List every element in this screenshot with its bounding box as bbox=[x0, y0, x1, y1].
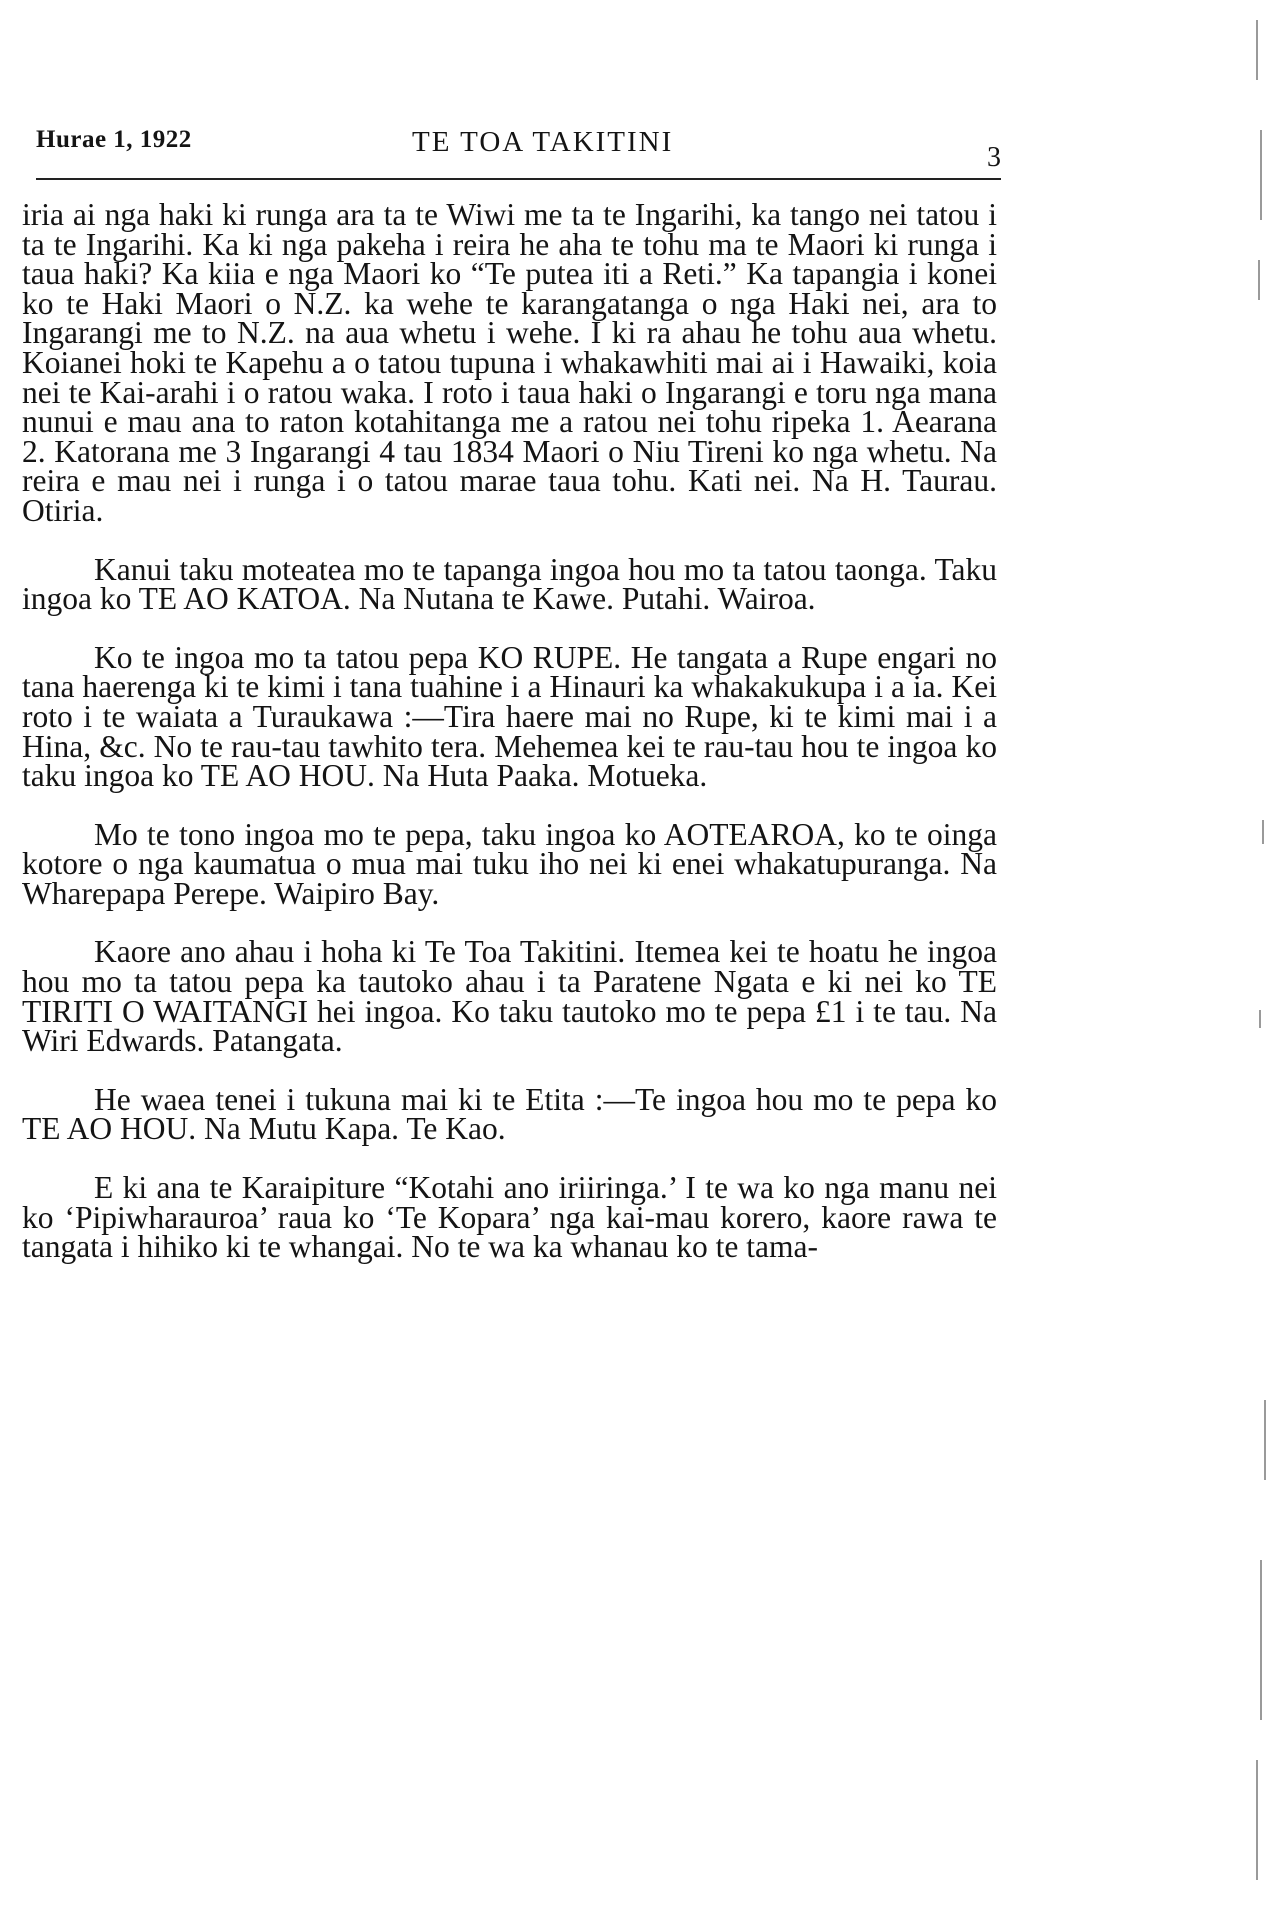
issue-date: Hurae 1, 1922 bbox=[36, 126, 192, 153]
running-header bbox=[36, 118, 1001, 178]
scan-edge-marks bbox=[1250, 0, 1280, 1905]
header-rule bbox=[36, 178, 1001, 180]
paragraph-continued: iria ai nga haki ki runga ara ta te Wiwi me ta te Ingarihi, ka tango nei tatou i ta te Ingarihi. Ka ki nga pakeha i reira he aha te tohu ma te Maori ki runga i taua haki? Ka kiia e nga Maori ko “Te putea iti a Reti.” Ka tapangia i konei ko te Haki Maori o N.Z. ka wehe te karangatanga o nga Haki nei, ara to Ingarangi me to N.Z. na aua whetu i wehe. I ki ra ahau he tohu aua whetu. Koianei hoki te Kapehu a o tatou tupuna i whakawhiti mai ai i Hawaiki, koia nei te Kai-arahi i o ratou waka. I roto i taua haki o Ingarangi e toru nga mana nunui e mau ana to raton kotahitanga me a ratou nei tohu ripeka 1. Aearana 2. Katorana me 3 Ingarangi 4 tau 1834 Maori o Niu Tireni ko nga whetu. Na reira e mau nei i runga i o tatou marae taua tohu. Kati nei. Na H. Taurau. Otiria. bbox=[22, 197, 997, 528]
paragraph: He waea tenei i tukuna mai ki te Etita :—Te ingoa hou mo te pepa ko TE AO HOU. Na Mutu Kapa. Te Kao. bbox=[22, 1081, 997, 1147]
page-number: 3 bbox=[987, 142, 1001, 173]
paragraph: Kaore ano ahau i hoha ki Te Toa Takitini. Itemea kei te hoatu he ingoa hou mo ta tatou pepa ka tautoko ahau i ta Paratene Ngata e ki nei ko TE TIRITI O WAITANGI hei ingoa. Ko taku tautoko mo te pepa £1 i te tau. Na Wiri Edwards. Patangata. bbox=[22, 934, 997, 1059]
paragraph: E ki ana te Karaipiture “Kotahi ano iriiringa.’ I te wa ko nga manu nei ko ‘Pipiwharauroa’ raua ko ‘Te Kopara’ nga kai-mau korero, kaore rawa te tangata i hihiko ki te whangai. No te wa ka whanau ko te tama- bbox=[22, 1170, 997, 1265]
paragraph: Kanui taku moteatea mo te tapanga ingoa hou mo ta tatou taonga. Taku ingoa ko TE AO KATOA. Na Nutana te Kawe. Putahi. Wairoa. bbox=[22, 551, 997, 617]
article-body bbox=[22, 197, 997, 1265]
paragraph: Ko te ingoa mo ta tatou pepa KO RUPE. He tangata a Rupe engari no tana haerenga ki te kimi i tana tuahine i a Hinauri ka whakakukupa i a ia. Kei roto i te waiata a Turaukawa :—Tira haere mai no Rupe, ki te kimi mai i a Hina, &c. No te rau-tau tawhito tera. Mehemea kei te rau-tau hou te ingoa ko taku ingoa ko TE AO HOU. Na Huta Paaka. Motueka. bbox=[22, 639, 997, 794]
newspaper-title: TE TOA TAKITINI bbox=[412, 126, 674, 158]
paragraph: Mo te tono ingoa mo te pepa, taku ingoa ko AOTEAROA, ko te oinga kotore o nga kaumatua o mua mai tuku iho nei ki enei whakatupuranga. Na Wharepapa Perepe. Waipiro Bay. bbox=[22, 816, 997, 911]
